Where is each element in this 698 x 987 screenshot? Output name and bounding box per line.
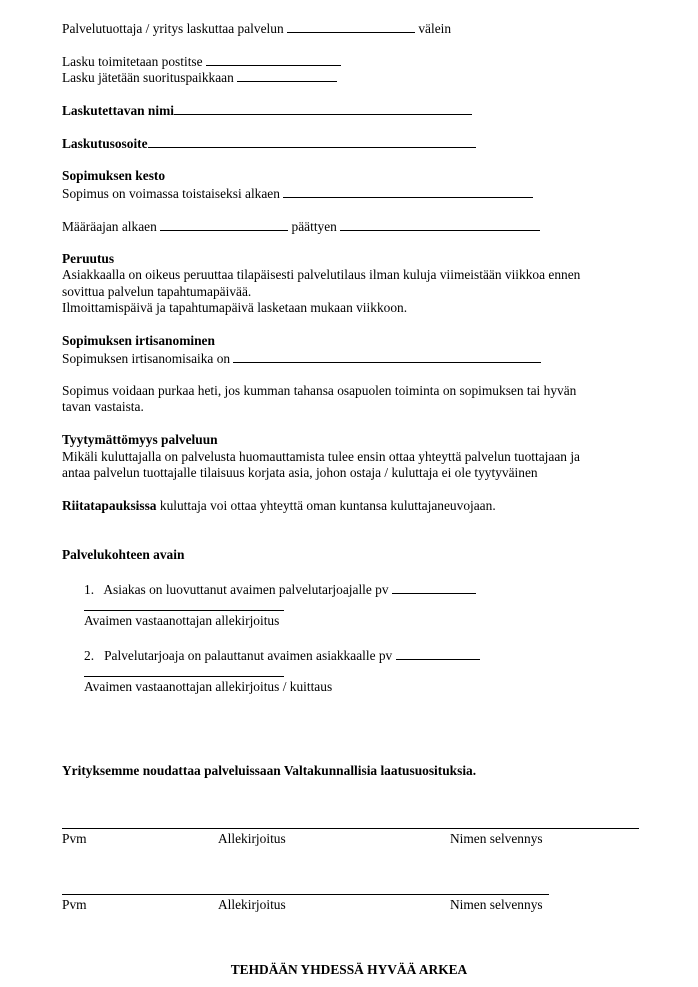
- disputes-line: Riitatapauksissa kuluttaja voi ottaa yhteyttä oman kuntansa kuluttajaneuvojaan.: [62, 498, 496, 513]
- dissatisfaction-text: Mikäli kuluttajalla on palvelusta huomauttamista tulee ensin ottaa yhteyttä palvelun tuottajaan ja: [62, 449, 580, 464]
- cancellation-text: Ilmoittamispäivä ja tapahtumapäivä lasketaan mukaan viikkoon.: [62, 300, 408, 315]
- name-clarification-label: Nimen selvennys: [450, 897, 543, 912]
- dissatisfaction-text: antaa palvelun tuottajalle tilaisuus korjata asia, johon ostaja / kuluttaja ei ole tyytyväinen: [62, 465, 538, 480]
- payer-name-field[interactable]: [174, 102, 472, 115]
- signature-label: Allekirjoitus: [218, 831, 286, 846]
- invoice-at-site-field[interactable]: [237, 69, 337, 82]
- fixed-term-line: Määräajan alkaen päättyen: [62, 218, 540, 235]
- key-heading: Palvelukohteen avain: [62, 547, 185, 562]
- billing-interval-field[interactable]: [287, 20, 415, 33]
- fixed-end-field[interactable]: [340, 218, 540, 231]
- key-item-2: 2. Palvelutarjoaja on palauttanut avaimen asiakkaalle pv: [84, 647, 480, 664]
- fixed-start-field[interactable]: [160, 218, 288, 231]
- termination-heading: Sopimuksen irtisanominen: [62, 333, 215, 348]
- invoice-by-post-line: Lasku toimitetaan postitse: [62, 53, 341, 70]
- duration-heading: Sopimuksen kesto: [62, 168, 166, 183]
- billing-interval-line: Palvelutuottaja / yritys laskuttaa palvelun välein: [62, 21, 452, 36]
- indefinite-line: Sopimus on voimassa toistaiseksi alkaen: [62, 185, 533, 202]
- key-item-1: 1. Asiakas on luovuttanut avaimen palvelutarjoajalle pv: [84, 581, 476, 598]
- indefinite-start-field[interactable]: [283, 185, 533, 198]
- termination-text: tavan vastaista.: [62, 399, 144, 414]
- cancellation-text: Asiakkaalla on oikeus peruuttaa tilapäisesti palvelutilaus ilman kuluja viimeistään viikkoa ennen: [62, 267, 581, 282]
- name-clarification-label: Nimen selvennys: [450, 831, 543, 846]
- footer-slogan: TEHDÄÄN YHDESSÄ HYVÄÄ ARKEA: [230, 962, 468, 977]
- invoice-at-site-line: Lasku jätetään suorituspaikkaan: [62, 69, 337, 86]
- key-return-date-field[interactable]: [396, 647, 480, 660]
- key-return-signature-field[interactable]: [84, 676, 284, 677]
- cancellation-heading: Peruutus: [62, 251, 115, 266]
- payer-name-line: Laskutettavan nimi: [62, 102, 472, 119]
- key-receiver-signature-label: Avaimen vastaanottajan allekirjoitus: [84, 613, 280, 628]
- signature-label: Allekirjoitus: [218, 897, 286, 912]
- signature-date-label: Pvm: [62, 897, 87, 912]
- dissatisfaction-heading: Tyytymättömyys palveluun: [62, 432, 218, 447]
- notice-period-line: Sopimuksen irtisanomisaika on: [62, 350, 541, 367]
- signature-date-label: Pvm: [62, 831, 87, 846]
- notice-period-field[interactable]: [233, 350, 541, 363]
- key-handover-date-field[interactable]: [392, 581, 476, 594]
- cancellation-text: sovittua palvelun tapahtumapäivää.: [62, 284, 252, 299]
- signature-line-2[interactable]: [62, 894, 549, 895]
- billing-address-line: Laskutusosoite: [62, 135, 476, 152]
- invoice-by-post-field[interactable]: [206, 53, 341, 66]
- key-return-signature-label: Avaimen vastaanottajan allekirjoitus / kuittaus: [84, 679, 333, 694]
- billing-address-field[interactable]: [148, 135, 476, 148]
- signature-line-1[interactable]: [62, 828, 639, 829]
- quality-statement: Yrityksemme noudattaa palveluissaan Valtakunnallisia laatusuosituksia.: [62, 763, 477, 778]
- termination-text: Sopimus voidaan purkaa heti, jos kumman tahansa osapuolen toiminta on sopimuksen tai hyvän: [62, 383, 577, 398]
- key-receiver-signature-field[interactable]: [84, 610, 284, 611]
